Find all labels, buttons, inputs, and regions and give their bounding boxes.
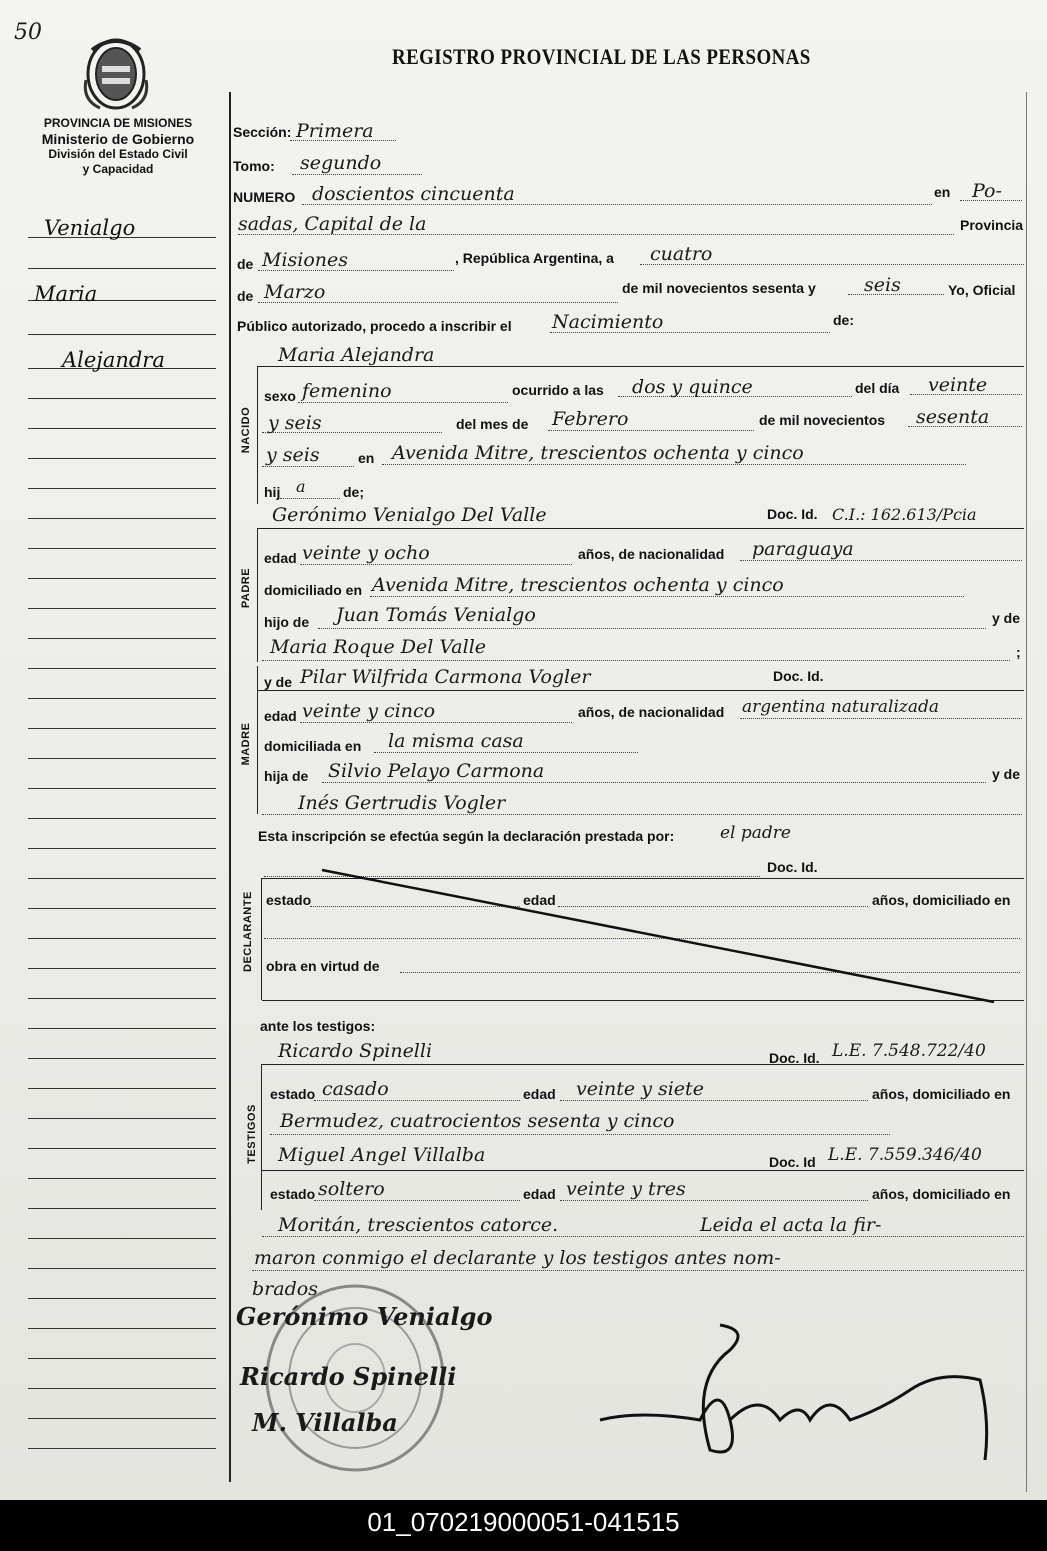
- right-margin-line: [1026, 92, 1027, 1492]
- tomo-line: [292, 174, 422, 175]
- testigo1-estado-line: [314, 1100, 520, 1101]
- de-label: de: [237, 256, 254, 272]
- page-title: REGISTRO PROVINCIAL DE LAS PERSONAS: [392, 44, 811, 69]
- dia-value: cuatro: [650, 243, 713, 265]
- nacido-section-label: NACIDO: [240, 406, 252, 454]
- declarante-section-label: DECLARANTE: [242, 891, 254, 972]
- testigo2-edad-line: [560, 1200, 868, 1201]
- hij-label: hij: [264, 484, 281, 500]
- tomo-label: Tomo:: [233, 158, 275, 174]
- official-signature-scribble: [580, 1320, 1000, 1470]
- sexo-value: femenino: [302, 380, 392, 402]
- en-place-b: sadas, Capital de la: [238, 213, 427, 235]
- madre-nac-value: argentina naturalizada: [742, 697, 940, 717]
- yo-oficial-label: Yo, Oficial: [948, 282, 1016, 298]
- nacido-top-rule: [258, 366, 1024, 367]
- sidebar-name-2: Alejandra: [62, 348, 165, 372]
- dia-nac-value-2: y seis: [268, 412, 322, 434]
- signature-padre: Gerónimo Venialgo: [236, 1302, 493, 1331]
- padre-padre-value: Juan Tomás Venialgo: [336, 604, 536, 626]
- acto-value: Nacimiento: [552, 311, 664, 333]
- anio-nac-value: sesenta: [916, 406, 990, 428]
- org-line-3: División del Estado Civil: [48, 147, 188, 161]
- padre-doc-label: Doc. Id.: [767, 506, 818, 522]
- y-de-label-2: y de: [992, 766, 1021, 782]
- testigo1-estado-value: casado: [322, 1078, 389, 1100]
- cross-out-line: [262, 862, 1024, 1008]
- padre-edad-line: [300, 564, 572, 565]
- provincia-label: Provincia: [960, 217, 1024, 233]
- madre-padre-line: [322, 782, 986, 783]
- org-line-1: PROVINCIA DE MISIONES: [43, 116, 193, 130]
- testigo1-dom-value: Bermudez, cuatrocientos sesenta y cinco: [280, 1110, 675, 1132]
- anio-value: seis: [864, 274, 901, 296]
- testigo2-edad-value: veinte y tres: [566, 1178, 686, 1200]
- sexo-label: sexo: [264, 388, 296, 404]
- tomo-value: segundo: [300, 152, 382, 174]
- madre-nac-label: años, de nacionalidad: [578, 704, 725, 720]
- anio-nac-line-2: [262, 466, 354, 467]
- mes-nac-line: [548, 430, 754, 431]
- madre-edad-line: [300, 722, 572, 723]
- seccion-label: Sección:: [233, 124, 292, 140]
- hij-line: [280, 498, 340, 499]
- mes-value: Marzo: [264, 281, 326, 303]
- padre-nac-value: paraguaya: [752, 538, 854, 560]
- declarante-value: el padre: [720, 823, 791, 843]
- madre-left-rule: [257, 666, 258, 814]
- sidebar-surname: Venialgo: [44, 216, 136, 240]
- hora-value: dos y quince: [632, 376, 753, 398]
- padre-dom-value: Avenida Mitre, trescientos ochenta y cinco: [372, 574, 784, 596]
- testigo1-edad-value: veinte y siete: [576, 1078, 704, 1100]
- padre-nombre: Gerónimo Venialgo Del Valle: [272, 504, 547, 526]
- numero-label: NUMERO: [233, 189, 296, 205]
- del-dia-label: del día: [855, 380, 900, 396]
- hijo-de-label: hijo de: [264, 614, 310, 630]
- leida-line-3: brados.: [252, 1278, 324, 1300]
- de-mil-nov-label: de mil novecientos: [759, 412, 886, 428]
- testigos-left-rule: [261, 1064, 262, 1210]
- testigo2-estado-value: soltero: [318, 1178, 385, 1200]
- testigos-top-rule: [262, 1064, 1024, 1065]
- signature-testigo-1: Ricardo Spinelli: [240, 1362, 457, 1391]
- testigo1-estado-label: estado: [270, 1086, 316, 1102]
- en-label-2: en: [358, 450, 375, 466]
- sidebar-divider: [229, 92, 231, 1482]
- testigo1-nombre: Ricardo Spinelli: [278, 1040, 433, 1062]
- madre-padre-value: Silvio Pelayo Carmona: [328, 760, 545, 782]
- declarante-anos-label: años, domiciliado en: [872, 892, 1011, 908]
- madre-doc-label: Doc. Id.: [773, 668, 824, 684]
- testigo2-edad-label: edad: [523, 1186, 556, 1202]
- nacido-left-rule: [257, 366, 258, 504]
- padre-left-rule: [257, 528, 258, 662]
- testigo2-nombre: Miguel Angel Villalba: [278, 1144, 486, 1166]
- testigo2-dom-line: [262, 1236, 1024, 1237]
- dia-nac-value: veinte: [928, 374, 988, 396]
- signature-testigo-2: M. Villalba: [252, 1408, 398, 1437]
- testigo2-dom-value: Moritán, trescientos catorce.: [278, 1214, 559, 1236]
- de-colon-label: de:: [833, 312, 854, 328]
- org-line-2: Ministerio de Gobierno: [41, 131, 195, 147]
- padre-padre-line: [318, 628, 986, 629]
- testigo2-estado-line: [314, 1200, 520, 1201]
- madre-madre-line: [262, 814, 1022, 815]
- madre-dom-label: domiciliada en: [264, 738, 362, 754]
- leida-line-1: Leida el acta la fir-: [700, 1214, 882, 1236]
- del-mes-label: del mes de: [456, 416, 529, 432]
- org-line-4: y Capacidad: [82, 162, 154, 176]
- padre-edad-value: veinte y ocho: [302, 542, 430, 564]
- declarante-estado-label: estado: [266, 892, 312, 908]
- sidebar-name-1: Maria: [34, 282, 98, 306]
- footer-code: 01_070219000051-041515: [0, 1500, 1047, 1551]
- publico-label: Público autorizado, procedo a inscribir el: [237, 318, 512, 334]
- leida-line-2-underline: [252, 1270, 1024, 1271]
- testigo2-doc-label: Doc. Id: [769, 1154, 816, 1170]
- testigos-section-label: TESTIGOS: [246, 1104, 258, 1164]
- provincia-value: Misiones: [262, 249, 349, 271]
- anio-nac-value-2: y seis: [266, 444, 320, 466]
- hij-suffix: a: [296, 477, 306, 496]
- testigo1-doc-value: L.E. 7.548.722/40: [832, 1041, 986, 1061]
- en-label: en: [934, 184, 951, 200]
- testigo1-edad-line: [560, 1100, 868, 1101]
- madre-edad-value: veinte y cinco: [302, 700, 436, 722]
- padre-nac-line: [740, 560, 1022, 561]
- page-number-note: 50: [14, 20, 42, 45]
- testigo2-anos-label: años, domiciliado en: [872, 1186, 1011, 1202]
- inscripcion-label: Esta inscripción se efectúa según la declaración prestada por:: [258, 828, 675, 844]
- madre-nombre: Pilar Wilfrida Carmona Vogler: [300, 666, 591, 688]
- de-mil-label: de mil novecientos sesenta y: [622, 280, 816, 296]
- testigo1-anos-label: años, domiciliado en: [872, 1086, 1011, 1102]
- seccion-value: Primera: [296, 120, 374, 142]
- padre-dom-line: [370, 596, 964, 597]
- organization-block: [4, 116, 232, 177]
- padre-edad-label: edad: [264, 550, 297, 566]
- madre-top-rule: [258, 690, 1024, 691]
- en-place-a: Po-: [972, 180, 1002, 202]
- padre-top-rule: [258, 528, 1024, 529]
- de-label-2: de: [237, 288, 254, 304]
- padre-nac-label: años, de nacionalidad: [578, 546, 725, 562]
- numero-value: doscientos cincuenta: [312, 183, 515, 205]
- hija-de-label: hija de: [264, 768, 309, 784]
- testigo1-edad-label: edad: [523, 1086, 556, 1102]
- padre-madre-value: Maria Roque Del Valle: [270, 636, 487, 658]
- padre-doc-value: C.I.: 162.613/Pcia: [832, 505, 977, 524]
- semicolon-label: ;: [1016, 644, 1021, 660]
- coat-of-arms-icon: [78, 30, 154, 112]
- testigo1-dom-line: [270, 1134, 890, 1135]
- testigo2-top-rule: [262, 1170, 1024, 1171]
- madre-edad-label: edad: [264, 708, 297, 724]
- ante-testigos-label: ante los testigos:: [260, 1018, 376, 1034]
- de-semicolon-label: de;: [343, 484, 364, 500]
- madre-dom-value: la misma casa: [388, 730, 524, 752]
- lugar-nac-value: Avenida Mitre, trescientos ochenta y cinco: [392, 442, 804, 464]
- ocurrido-label: ocurrido a las: [512, 382, 604, 398]
- madre-nac-line: [740, 718, 1022, 719]
- madre-dom-line: [374, 752, 638, 753]
- sexo-line: [298, 402, 508, 403]
- padre-madre-line: [262, 660, 1010, 661]
- testigo2-doc-value: L.E. 7.559.346/40: [828, 1145, 982, 1165]
- declarante-edad-label: edad: [523, 892, 556, 908]
- declarante-doc-label: Doc. Id.: [767, 859, 818, 875]
- obra-label: obra en virtud de: [266, 958, 380, 974]
- lugar-nac-line: [382, 464, 966, 465]
- madre-y-de-label: y de: [264, 674, 293, 690]
- padre-section-label: PADRE: [240, 567, 252, 609]
- padre-dom-label: domiciliado en: [264, 582, 363, 598]
- testigo1-doc-label: Doc. Id.: [769, 1050, 820, 1066]
- testigo2-estado-label: estado: [270, 1186, 316, 1202]
- y-de-label: y de: [992, 610, 1021, 626]
- madre-madre-value: Inés Gertrudis Vogler: [298, 792, 506, 814]
- nacido-nombre: Maria Alejandra: [278, 344, 435, 366]
- madre-section-label: MADRE: [240, 722, 252, 766]
- mes-nac-value: Febrero: [552, 408, 629, 430]
- republica-label: , República Argentina, a: [455, 250, 614, 266]
- leida-line-2: maron conmigo el declarante y los testigos antes nom-: [254, 1247, 781, 1269]
